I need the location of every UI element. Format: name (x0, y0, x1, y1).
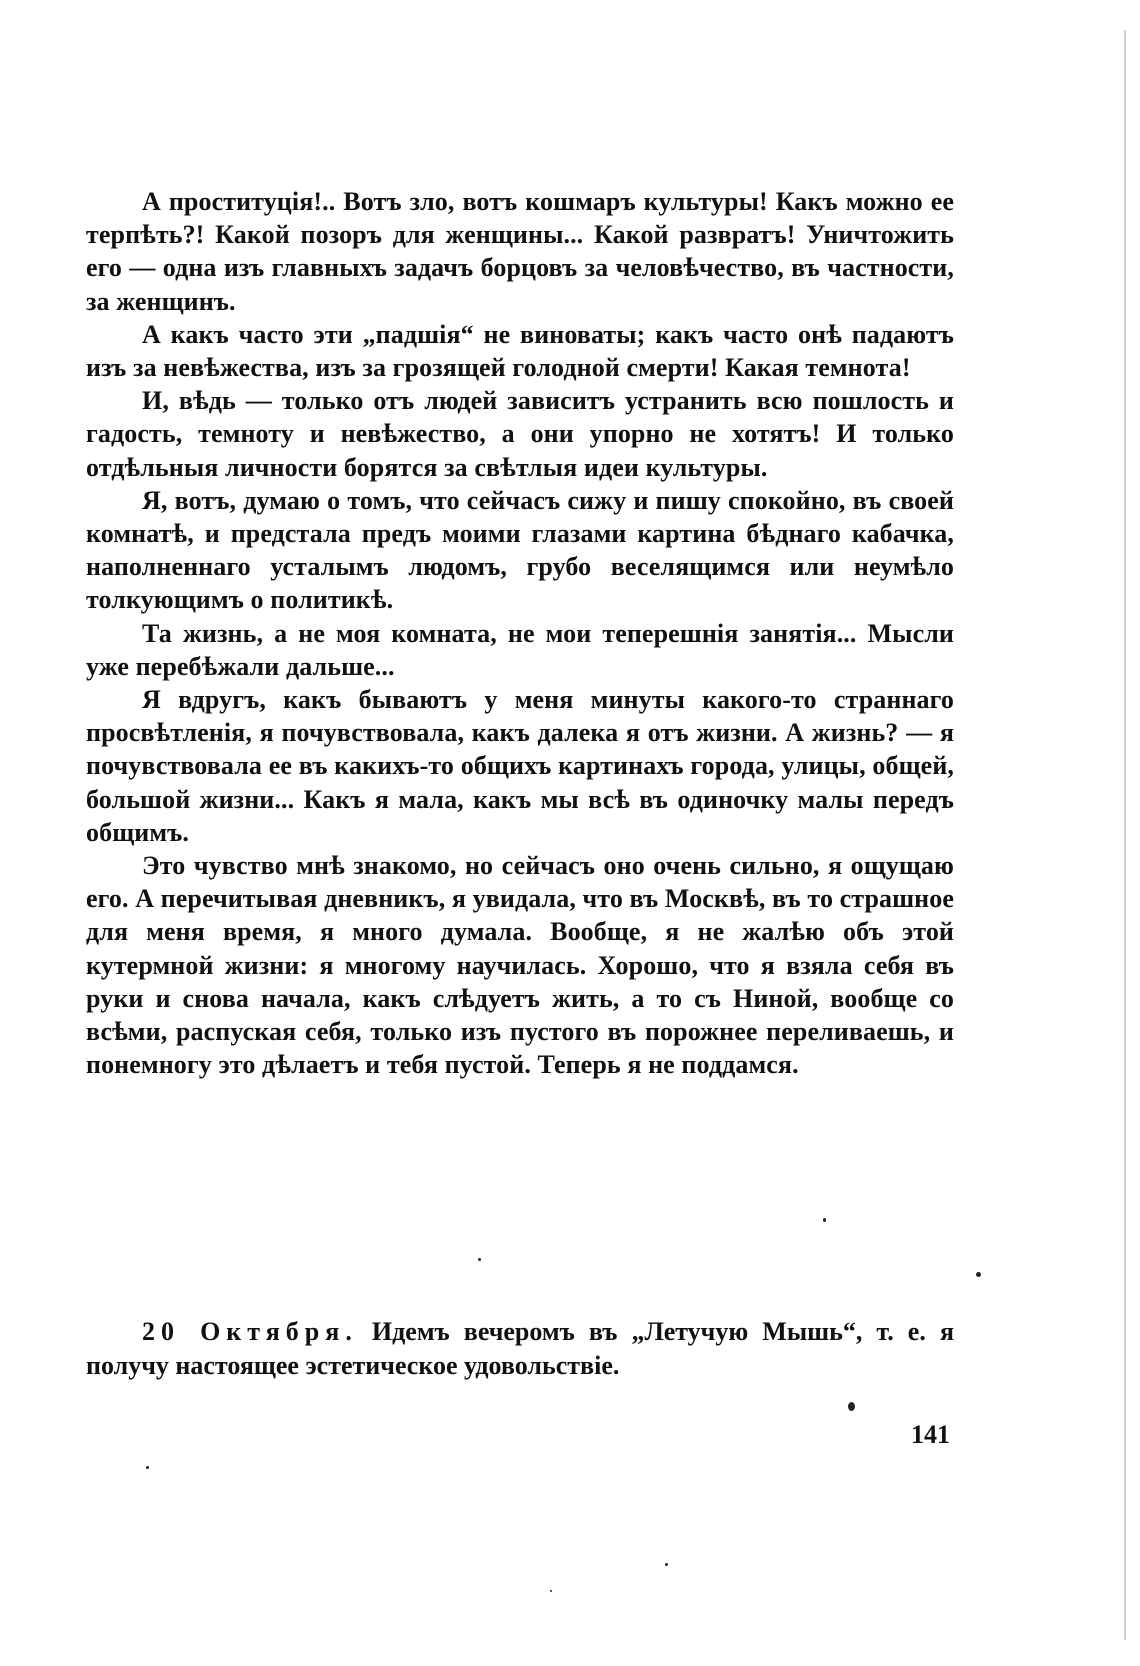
scan-speck (478, 1258, 481, 1261)
main-text (86, 185, 954, 1081)
scan-speck (665, 1563, 668, 1566)
paragraph-fallen: А какъ часто эти „падшія“ не виноваты; какъ часто онѣ падаютъ изъ за невѣжества, изъ за грозящей голодной смерти! Какая темнота! (86, 319, 954, 383)
entry-date: 20 Октября. (142, 1317, 358, 1346)
paragraph-prostitution: А проституція!.. Вотъ зло, вотъ кошмаръ культуры! Какъ можно ее терпѣть?! Какой позоръ для женщины... Какой развратъ! Уничтожить его — одна изъ главныхъ задачъ борцовъ за человѣчество, въ частности, за женщинъ. (86, 187, 954, 316)
page-edge-line (1124, 30, 1126, 1640)
paragraph-ignorance: И, вѣдь — только отъ людей зависитъ устранить всю пошлость и гадость, темноту и невѣжество, а они упорно не хотятъ! И только отдѣльныя личности борятся за свѣтлыя идеи культуры. (86, 386, 954, 482)
entry-paragraph (86, 1315, 954, 1383)
dated-entry (86, 1315, 954, 1383)
scan-speck (823, 1218, 826, 1222)
scan-speck (550, 1590, 552, 1592)
paragraph-tavern: Я, вотъ, думаю о томъ, что сейчасъ сижу и пишу спокойно, въ своей комнатѣ, и предстала предъ моими глазами картина бѣднаго кабачка, наполненнаго усталымъ людомъ, грубо веселящимся или неумѣло толкующимъ о политикѣ. (86, 485, 954, 615)
paragraph-enlightenment: Я вдругъ, какъ бываютъ у меня минуты какого-то страннаго просвѣтленія, я почувствовала, какъ далека я отъ жизни. А жизнь? — я почувствовала ее въ какихъ-то общихъ картинахъ города, улицы, общей, большой жизни... Какъ я мала, какъ мы всѣ въ одиночку малы передъ общимъ. (86, 685, 954, 847)
scan-speck (976, 1272, 981, 1277)
entry-text: Идемъ вечеромъ въ „Летучую Мышь“, т. е. я получу настоящее эстетическое удовольствіе. (86, 1317, 955, 1380)
paragraph-that-life: Та жизнь, а не моя комната, не мои теперешнія занятія... Мысли уже перебѣжали дальше... (86, 618, 954, 681)
page-number: 141 (911, 1420, 950, 1449)
scan-speck (146, 1466, 149, 1469)
scan-speck (848, 1402, 855, 1411)
paragraph-feeling: Это чувство мнѣ знакомо, но сейчасъ оно очень сильно, я ощущаю его. А перечитывая дневникъ, я увидала, что въ Москвѣ, въ то страшное для меня время, я много думала. Вообще, я не жалѣю объ этой кутермной жизни: я многому научилась. Хорошо, что я взяла себя въ руки и снова начала, какъ слѣдуетъ жить, а то съ Ниной, вообще со всѣми, распуская себя, только изъ пустого въ порожнее переливаешь, и понемногу это дѣлаетъ и тебя пустой. Теперь я не поддамся. (86, 851, 954, 1080)
